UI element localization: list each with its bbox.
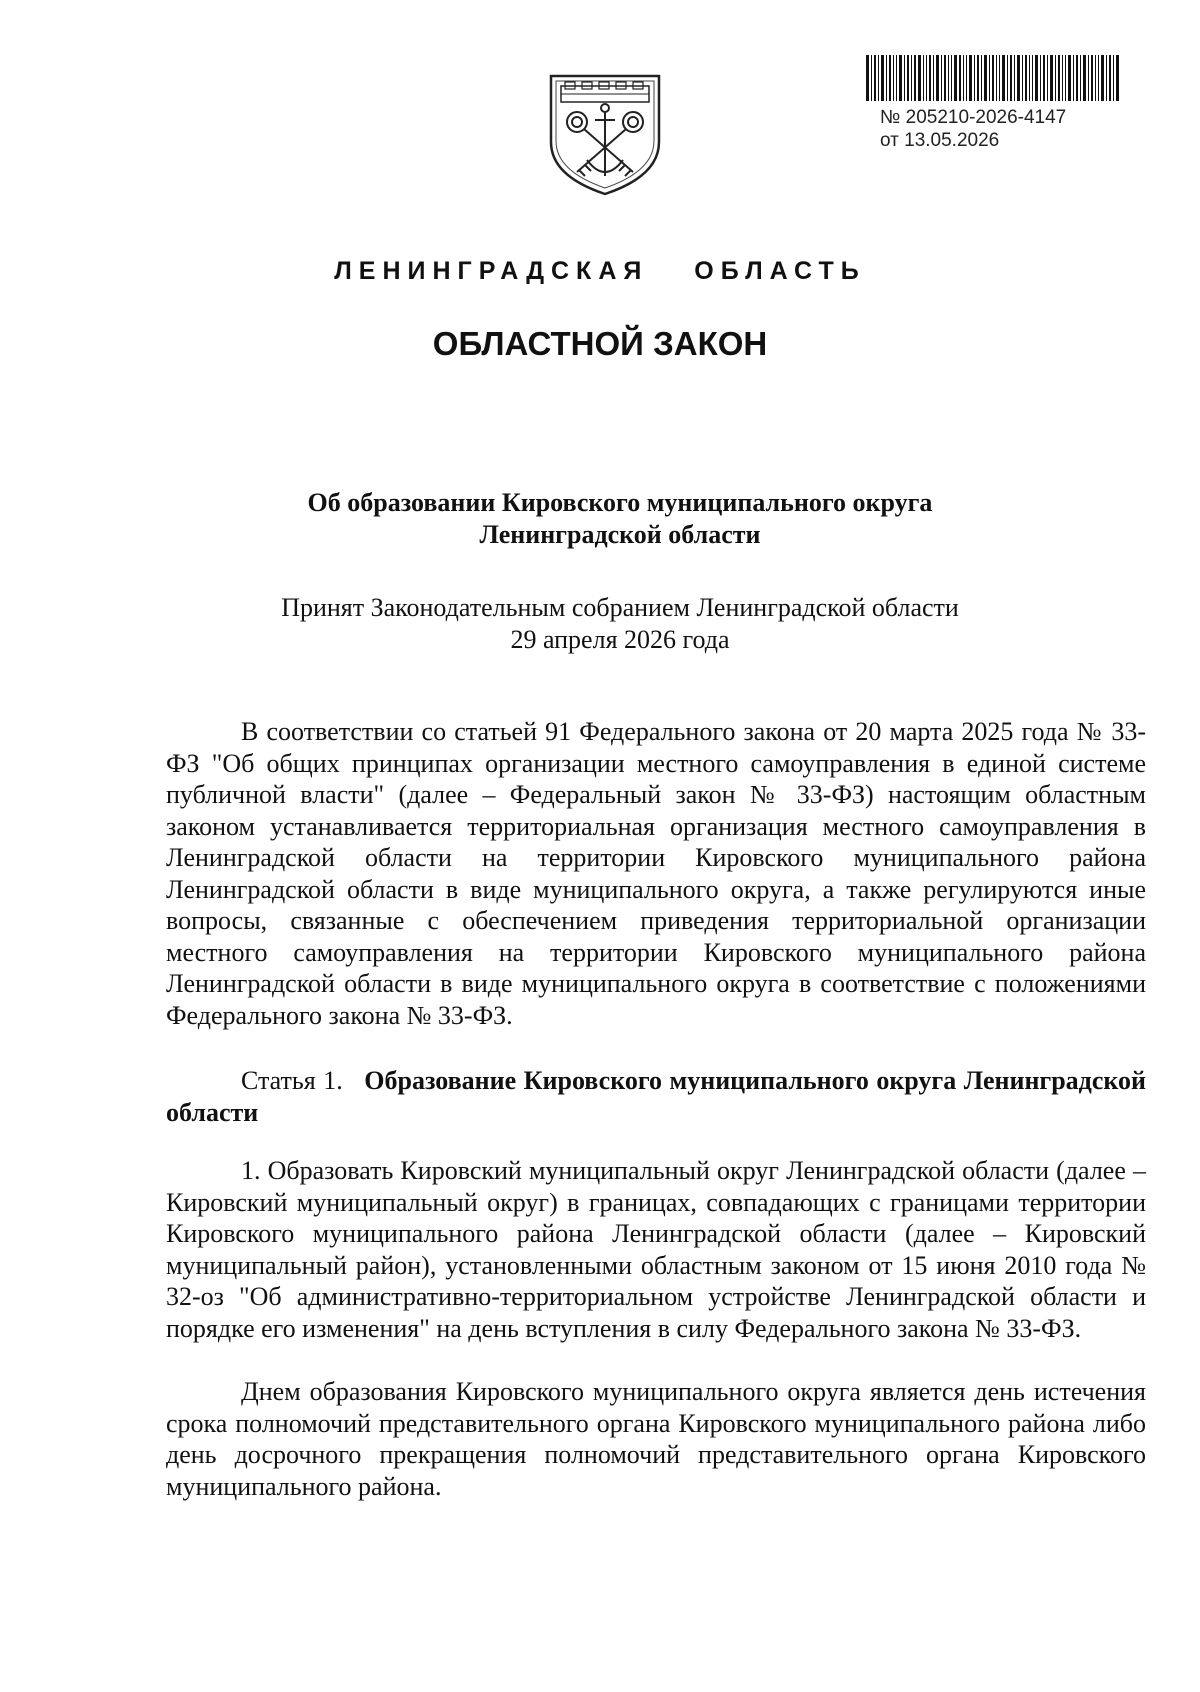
registration-date: от 13.05.2026 [880, 130, 1000, 151]
coat-of-arms-emblem [547, 72, 663, 198]
law-title [180, 487, 1060, 551]
adoption-note [180, 592, 1060, 656]
adoption-date: 29 апреля 2026 года [510, 625, 730, 654]
registration-number: № 205210-2026-4147 [880, 107, 1067, 128]
barcode [866, 55, 1121, 101]
article-1-title: Образование Кировского муниципального округа Ленинградской области [166, 1066, 1146, 1127]
preamble-paragraph: В соответствии со статьей 91 Федерального закона от 20 марта 2025 года № 33-ФЗ "Об общих принципах организации местного самоуправления в единой системе публичной власти" (далее – Федеральный закон № 33-ФЗ) настоящим областным законом устанавливается территориальная организация местного самоуправления в Ленинградской области на территории Кировского муниципального района Ленинградской области в виде муниципального округа, а также регулируются иные вопросы, связанные с обеспечением приведения территориальной организации местного самоуправления на территории Кировского муниципального района Ленинградской области в виде муниципального округа в соответствие с положениями Федерального закона № 33-ФЗ. [166, 717, 1146, 1030]
law-title-line-1: Об образовании Кировского муниципального округа [307, 488, 933, 517]
document-type: ОБЛАСТНОЙ ЗАКОН [432, 325, 768, 362]
adoption-note-line-1: Принят Законодательным собранием Ленинградской области [281, 593, 959, 622]
article-1-label: Статья 1. [241, 1066, 343, 1095]
article-1-item-1-paragraph-2: Днем образования Кировского муниципального округа является день истечения срока полномочий представительного органа Кировского муниципального района либо день досрочного прекращения полномочий представительного органа Кировского муниципального района. [166, 1377, 1146, 1501]
article-1-heading [166, 1065, 1146, 1128]
law-title-line-2: Ленинградской области [479, 520, 761, 549]
region-name: ЛЕНИНГРАДСКАЯ ОБЛАСТЬ [334, 257, 866, 285]
registration-info [880, 106, 1066, 152]
article-1-item-1: 1. Образовать Кировский муниципальный округ Ленинградской области (далее – Кировский муниципальный округ) в границах, совпадающих с границами территории Кировского муниципального района Ленинградской области (далее – Кировский муниципальный район), установленными областным законом от 15 июня 2010 года № 32-оз "Об административно-территориальном устройстве Ленинградской области и порядке его изменения" на день вступления в силу Федерального закона № 33-ФЗ. [166, 1156, 1146, 1343]
